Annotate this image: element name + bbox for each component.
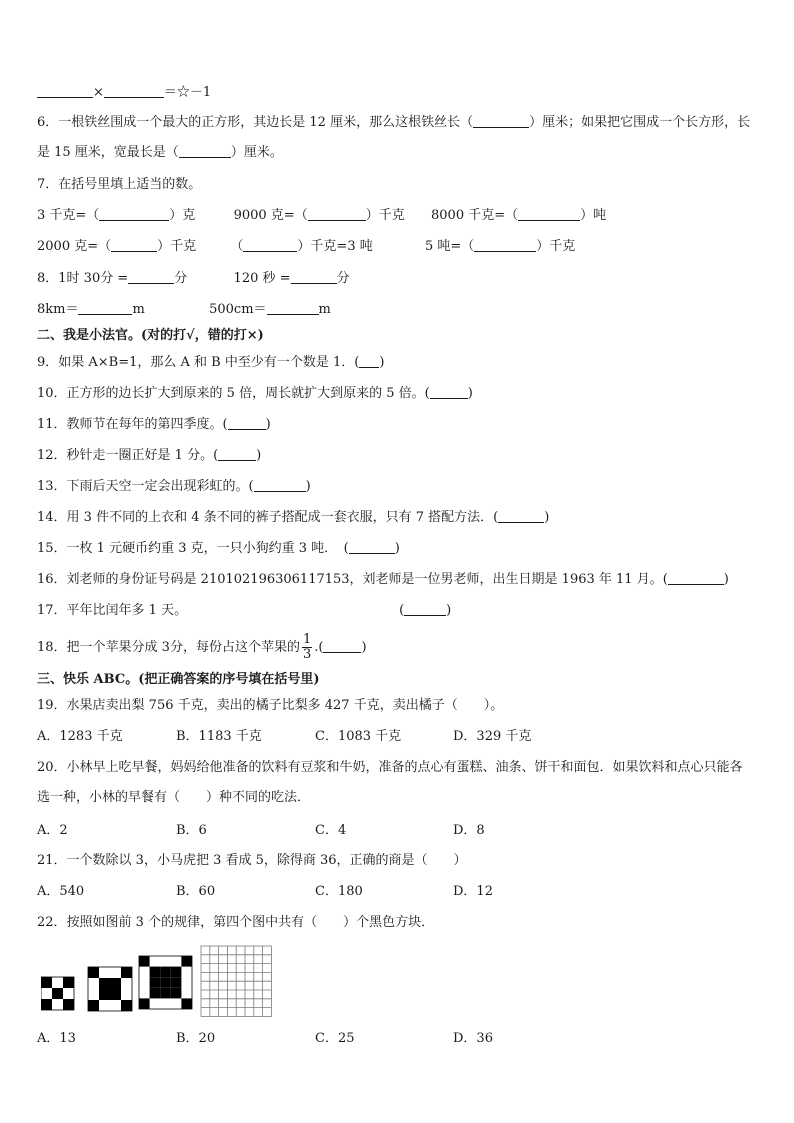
q20-option-d[interactable]: D．8 bbox=[453, 823, 485, 838]
q22-option-b[interactable]: B．20 bbox=[176, 1031, 216, 1046]
answer-blank[interactable] bbox=[430, 385, 468, 399]
figure-1-black-square bbox=[41, 999, 52, 1010]
answer-blank[interactable] bbox=[349, 540, 395, 554]
q5-tail: × ＝☆－1 bbox=[37, 84, 211, 102]
figure-3-black-square bbox=[160, 967, 171, 978]
question-18: 18．把一个苹果分成 3分，每份占这个苹果的 $\frac{1}{3}$ .( ) bbox=[37, 632, 367, 662]
answer-blank[interactable] bbox=[37, 84, 93, 98]
question-13: 13．下雨后天空一定会出现彩虹的。( ) bbox=[37, 479, 311, 494]
question-19-stem: 19．水果店卖出梨 756 千克，卖出的橘子比梨多 427 千克，卖出橘子（ ）。 bbox=[37, 698, 504, 713]
answer-blank[interactable] bbox=[473, 114, 529, 128]
figure-3-black-square bbox=[139, 998, 150, 1009]
answer-blank[interactable] bbox=[474, 238, 536, 252]
figure-2-black-square bbox=[110, 978, 121, 989]
figure-3-black-square bbox=[150, 967, 161, 978]
figure-3-black-square bbox=[160, 988, 171, 999]
answer-blank[interactable] bbox=[404, 602, 446, 616]
answer-blank[interactable] bbox=[668, 571, 724, 585]
pattern-figures-svg bbox=[41, 945, 281, 1020]
figure-2-black-square bbox=[99, 978, 110, 989]
figure-1-black-square bbox=[63, 999, 74, 1010]
figure-3-black-square bbox=[171, 967, 182, 978]
question-7-row-1: 3 千克=（ ）克 9000 克=（ ）千克 8000 千克=（ ）吨 bbox=[37, 208, 607, 223]
q19-option-b[interactable]: B．1183 千克 bbox=[176, 729, 262, 744]
question-16: 16．刘老师的身份证号码是 210102196306117153，刘老师是一位男老师，出生日期是 1963 年 11 月。( ) bbox=[37, 572, 729, 587]
answer-blank[interactable] bbox=[179, 144, 231, 158]
answer-blank[interactable] bbox=[218, 447, 256, 461]
figure-2-black-square bbox=[99, 989, 110, 1000]
question-9: 9．如果 A×B=1，那么 A 和 B 中至少有一个数是 1．( ) bbox=[37, 355, 385, 370]
q19-option-c[interactable]: C．1083 千克 bbox=[315, 729, 402, 744]
question-11: 11．教师节在每年的第四季度。( ) bbox=[37, 417, 271, 432]
answer-blank[interactable] bbox=[99, 207, 169, 221]
figure-3-black-square bbox=[139, 956, 150, 967]
question-7-stem: 7．在括号里填上适当的数。 bbox=[37, 177, 202, 192]
answer-blank[interactable] bbox=[243, 238, 297, 252]
answer-blank[interactable] bbox=[518, 207, 580, 221]
question-10: 10．正方形的边长扩大到原来的 5 倍，周长就扩大到原来的 5 倍。( ) bbox=[37, 386, 473, 401]
answer-blank[interactable] bbox=[267, 301, 319, 315]
q22-option-a[interactable]: A．13 bbox=[37, 1031, 76, 1046]
figure-2-black-square bbox=[88, 967, 99, 978]
answer-blank[interactable] bbox=[254, 478, 306, 492]
q21-option-b[interactable]: B．60 bbox=[176, 884, 216, 899]
q21-option-d[interactable]: D．12 bbox=[453, 884, 493, 899]
figure-2-black-square bbox=[121, 1000, 132, 1011]
answer-blank[interactable] bbox=[104, 84, 164, 98]
q20-option-a[interactable]: A．2 bbox=[37, 823, 68, 838]
answer-blank[interactable] bbox=[308, 207, 366, 221]
figure-3-black-square bbox=[150, 977, 161, 988]
answer-blank[interactable] bbox=[228, 416, 266, 430]
figure-3-black-square bbox=[171, 988, 182, 999]
answer-blank[interactable] bbox=[78, 301, 132, 315]
section-2-title: 二、我是小法官。(对的打√，错的打×) bbox=[37, 328, 264, 343]
figure-3-black-square bbox=[181, 956, 192, 967]
figure-1-black-square bbox=[52, 988, 63, 999]
figure-2-black-square bbox=[121, 967, 132, 978]
question-8-row-2: 8km＝ m 500cm＝ m bbox=[37, 302, 331, 317]
q20-option-b[interactable]: B．6 bbox=[176, 823, 207, 838]
answer-blank[interactable] bbox=[323, 639, 361, 653]
q22-option-c[interactable]: C．25 bbox=[315, 1031, 355, 1046]
figure-3-black-square bbox=[160, 977, 171, 988]
section-3-title: 三、快乐 ABC。(把正确答案的序号填在括号里) bbox=[37, 672, 320, 687]
figure-2-black-square bbox=[88, 1000, 99, 1011]
question-8-row-1: 8．1时 30分 = 分 120 秒 = 分 bbox=[37, 271, 350, 286]
figure-1-black-square bbox=[63, 977, 74, 988]
q22-option-d[interactable]: D．36 bbox=[453, 1031, 493, 1046]
question-7-row-2: 2000 克=（ ）千克 （ ）千克=3 吨 5 吨=（ ）千克 bbox=[37, 239, 576, 254]
answer-blank[interactable] bbox=[498, 509, 544, 523]
figure-2-black-square bbox=[110, 989, 121, 1000]
q21-option-a[interactable]: A．540 bbox=[37, 884, 85, 899]
question-17: 17．平年比闰年多 1 天。 ( ) bbox=[37, 603, 452, 618]
answer-blank[interactable] bbox=[128, 270, 174, 284]
q19-option-a[interactable]: A．1283 千克 bbox=[37, 729, 123, 744]
answer-blank[interactable] bbox=[291, 270, 337, 284]
q20-option-c[interactable]: C．4 bbox=[315, 823, 347, 838]
q21-option-c[interactable]: C．180 bbox=[315, 884, 363, 899]
figure-1-black-square bbox=[41, 977, 52, 988]
q19-option-d[interactable]: D．329 千克 bbox=[453, 729, 532, 744]
answer-blank[interactable] bbox=[359, 354, 379, 368]
question-14: 14．用 3 件不同的上衣和 4 条不同的裤子搭配成一套衣服，只有 7 搭配方法．( ) bbox=[37, 510, 550, 525]
answer-blank[interactable] bbox=[111, 238, 157, 252]
pattern-figures bbox=[41, 945, 281, 1020]
question-20-stem: 20．小林早上吃早餐，妈妈给他准备的饮料有豆浆和牛奶，准备的点心有蛋糕、油条、饼干和面包．如果饮料和点心只能各选一种，小林的早餐有（ ）种不同的吃法． bbox=[37, 760, 743, 805]
question-22-stem: 22．按照如图前 3 个的规律，第四个图中共有（ ）个黑色方块． bbox=[37, 915, 435, 930]
question-12: 12．秒针走一圈正好是 1 分。( ) bbox=[37, 448, 262, 463]
figure-3-black-square bbox=[171, 977, 182, 988]
question-21-stem: 21．一个数除以 3，小马虎把 3 看成 5，除得商 36，正确的商是（ ） bbox=[37, 853, 467, 868]
fraction-one-third: $\frac{1}{3}$ bbox=[302, 632, 312, 662]
question-6: 6．一根铁丝围成一个最大的正方形，其边长是 12 厘米，那么这根铁丝长（ ）厘米；如果把它围成一个长方形，长是 15 厘米，宽最长是（ ）厘米。 bbox=[37, 115, 751, 160]
figure-3-black-square bbox=[150, 988, 161, 999]
figure-3-black-square bbox=[181, 998, 192, 1009]
question-15: 15．一枚 1 元硬币约重 3 克，一只小狗约重 3 吨． ( ) bbox=[37, 541, 400, 556]
